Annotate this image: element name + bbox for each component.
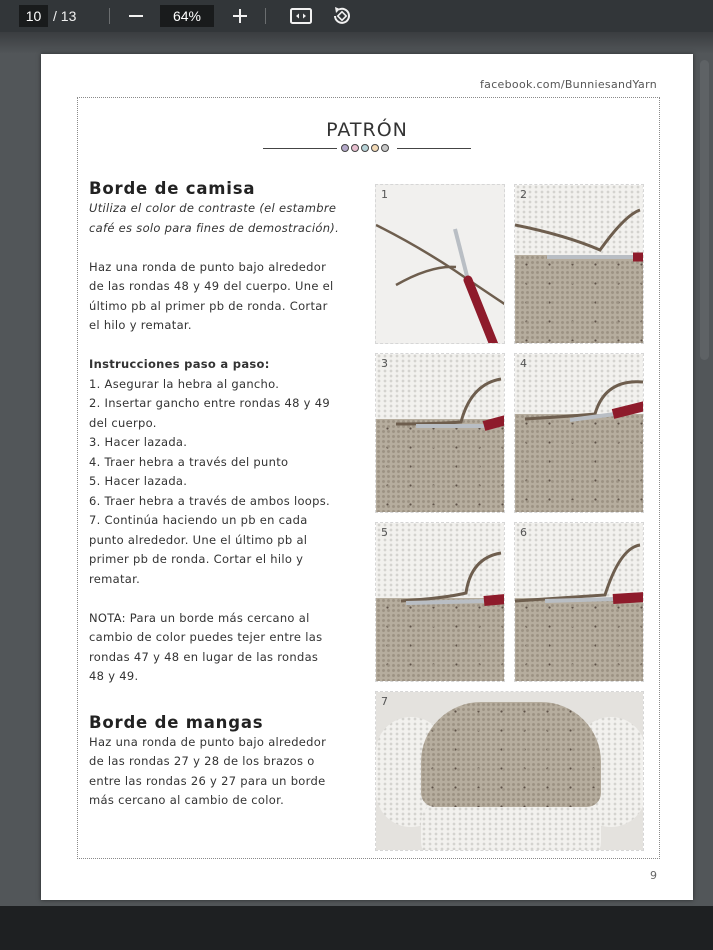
ornament-dot — [371, 144, 379, 152]
hook-yarn-illustration — [376, 354, 505, 513]
viewport-shadow — [0, 32, 713, 54]
step-line: 2. Insertar gancho entre rondas 48 y 49 — [89, 396, 330, 410]
step-line: 7. Continúa haciendo un pb en cada — [89, 513, 308, 527]
intro-line: Haz una ronda de punto bajo alrededor — [89, 259, 327, 274]
intro-line: el hilo y rematar. — [89, 318, 192, 332]
hook-yarn-illustration — [376, 523, 505, 682]
step-line: del cuerpo. — [89, 415, 157, 430]
photo-number: 6 — [520, 526, 527, 539]
ornament-dot — [361, 144, 369, 152]
plus-icon — [232, 8, 248, 24]
note-line: cambio de color puedes tejer entre las — [89, 630, 323, 644]
heading-rule-left — [263, 148, 337, 149]
fit-to-page-button[interactable] — [289, 4, 313, 28]
pdf-page — [41, 54, 693, 900]
step-line: 4. Traer hebra a través del punto — [89, 454, 289, 469]
photo-number: 4 — [520, 357, 527, 370]
step-line: punto alrededor. Une el último pb al — [89, 532, 308, 547]
zoom-in-button[interactable] — [228, 4, 252, 28]
sleeve-line: de las rondas 27 y 28 de los brazos o — [89, 754, 315, 768]
steps-heading: Instrucciones paso a paso: — [89, 357, 270, 371]
step-photo-7 — [375, 691, 644, 851]
hook-yarn-illustration — [515, 523, 644, 682]
hook-yarn-illustration — [515, 185, 644, 344]
ornament-dot — [381, 144, 389, 152]
contrast-note: Utiliza el color de contraste (el estambre — [89, 201, 337, 215]
step-photo-4 — [514, 353, 644, 513]
heading-ornament — [341, 144, 389, 152]
heading-rule-right — [397, 148, 471, 149]
total-pages-label: / 13 — [53, 8, 77, 24]
photo-number: 7 — [381, 695, 388, 708]
page-number: 9 — [650, 869, 657, 882]
toolbar-divider — [109, 8, 110, 24]
ornament-dot — [351, 144, 359, 152]
note-line: NOTA: Para un borde más cercano al — [89, 610, 310, 625]
fit-page-icon — [290, 7, 312, 25]
rotate-button[interactable] — [329, 4, 353, 28]
step-line: 3. Hacer lazada. — [89, 435, 188, 449]
step-photo-3 — [375, 353, 505, 513]
sleeve-line: entre las rondas 26 y 27 para un borde — [89, 773, 326, 788]
step-line: primer pb de ronda. Cortar el hilo y — [89, 552, 304, 566]
note-line: 48 y 49. — [89, 669, 139, 683]
step-photo-5 — [375, 522, 505, 682]
step-photo-6 — [514, 522, 644, 682]
intro-line: de las rondas 48 y 49 del cuerpo. Une el — [89, 279, 334, 293]
minus-icon — [128, 8, 144, 24]
pdf-toolbar — [0, 0, 713, 32]
note-line: rondas 47 y 48 en lugar de las rondas — [89, 649, 319, 664]
crochet-hook-illustration — [376, 185, 505, 344]
photo-number: 5 — [381, 526, 388, 539]
source-url: facebook.com/BunniesandYarn — [480, 78, 657, 91]
photo-number: 2 — [520, 188, 527, 201]
toolbar-divider — [265, 8, 266, 24]
bottom-bar — [0, 906, 713, 950]
step-line: 1. Asegurar la hebra al gancho. — [89, 376, 280, 391]
step-line: 5. Hacer lazada. — [89, 474, 188, 488]
zoom-level-input[interactable]: 64% — [160, 5, 214, 27]
instructions-column — [89, 179, 369, 811]
ornament-dot — [341, 144, 349, 152]
sleeve-line: Haz una ronda de punto bajo alrededor — [89, 734, 327, 749]
sleeve-line: más cercano al cambio de color. — [89, 793, 285, 807]
step-photo-1 — [375, 184, 505, 344]
hook-yarn-illustration — [515, 354, 644, 513]
photo-number: 1 — [381, 188, 388, 201]
photo-number: 3 — [381, 357, 388, 370]
section-title-shirt-border: Borde de camisa — [89, 179, 256, 198]
step-photo-2 — [514, 184, 644, 344]
step-line: 6. Traer hebra a través de ambos loops. — [89, 493, 330, 508]
current-page-input[interactable]: 10 — [19, 5, 48, 27]
section-title-sleeve-border: Borde de mangas — [89, 712, 264, 732]
step-line: rematar. — [89, 571, 141, 586]
scrollbar-thumb[interactable] — [700, 60, 709, 360]
rotate-icon — [330, 5, 352, 27]
page-heading: PATRÓN — [326, 119, 408, 141]
intro-line: último pb al primer pb de ronda. Cortar — [89, 298, 328, 313]
zoom-out-button[interactable] — [124, 4, 148, 28]
contrast-note: café es solo para fines de demostración). — [89, 220, 340, 235]
